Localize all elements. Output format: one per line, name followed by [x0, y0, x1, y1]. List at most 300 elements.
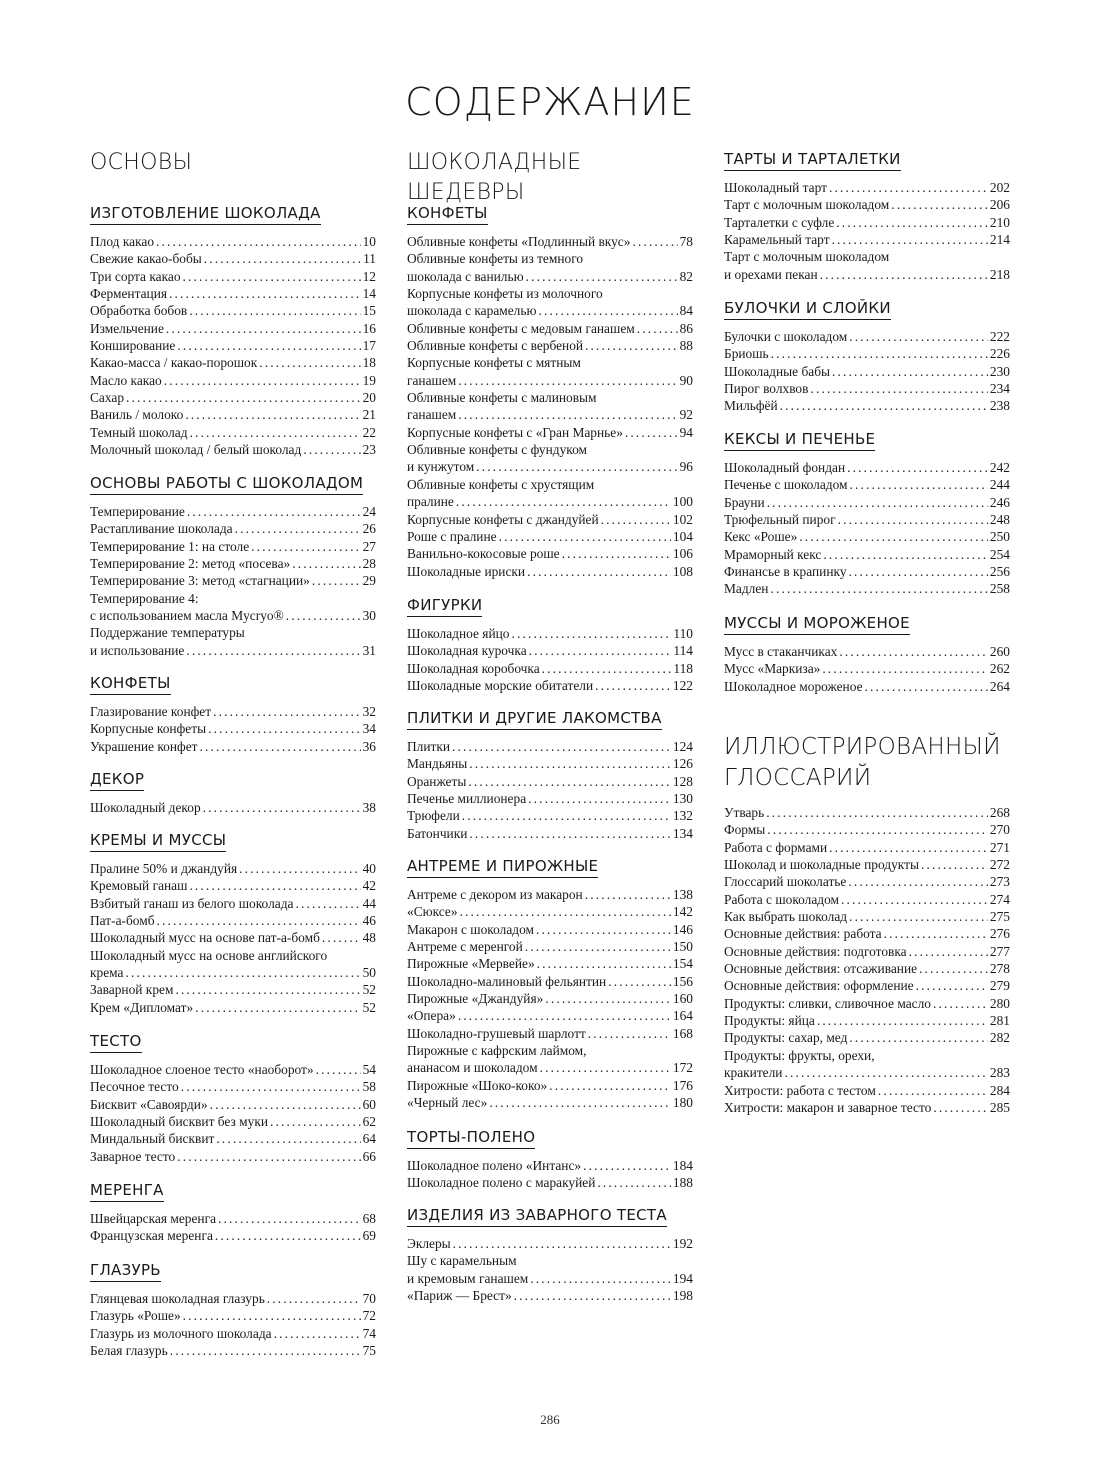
toc-entry-line — [407, 660, 693, 677]
toc-entry — [724, 248, 1010, 283]
dot-leader — [891, 196, 988, 213]
toc-entry-line — [90, 1342, 376, 1359]
toc-entry-list — [90, 233, 376, 458]
dot-leader — [632, 233, 677, 250]
toc-entry-line — [407, 790, 693, 807]
toc-entry-lead: Обливные конфеты с хрустящим — [407, 476, 595, 492]
page-number: 286 — [540, 1412, 560, 1427]
toc-entry — [407, 790, 693, 807]
toc-entry-title: и кунжутом — [407, 459, 475, 475]
toc-section — [90, 1261, 376, 1359]
toc-page-number: 273 — [989, 874, 1010, 890]
toc-entry — [407, 1157, 693, 1174]
toc-entry-title: Корпусные конфеты — [90, 721, 207, 737]
toc-page-number: 276 — [989, 926, 1010, 942]
dot-leader — [316, 1061, 361, 1078]
toc-entry-title: Украшение конфет — [90, 738, 198, 754]
toc-entry-line — [407, 1157, 693, 1174]
toc-entry-title: Работа с формами — [724, 839, 828, 855]
toc-entry-line — [90, 372, 376, 389]
toc-entry-title: и использование — [90, 642, 185, 658]
part-title: ИЛЛЮСТРИРОВАННЫЙ ГЛОССАРИЙ — [724, 734, 1001, 791]
dot-leader — [849, 908, 988, 925]
toc-page-number: 92 — [679, 407, 693, 423]
toc-entry-line — [90, 555, 376, 572]
toc-entry-title: Пралине 50% и джандуйя — [90, 861, 238, 876]
toc-page-number: 142 — [672, 904, 693, 920]
toc-page-number: 278 — [989, 961, 1010, 977]
toc-entry-list — [90, 503, 376, 659]
toc-page-number: 281 — [989, 1013, 1010, 1029]
toc-entry-title: Основные действия: оформление — [724, 978, 914, 994]
toc-page-number: 68 — [362, 1211, 376, 1226]
toc-page-number: 244 — [989, 477, 1010, 493]
toc-entry-title: Плод какао — [90, 234, 155, 249]
toc-entry-line — [90, 1113, 376, 1130]
toc-page-number: 126 — [672, 756, 693, 772]
toc-entry-title: Свежие какао-бобы — [90, 251, 202, 267]
toc-entry-title: Корпусные конфеты с «Гран Марнье» — [407, 424, 623, 440]
dot-leader — [460, 903, 671, 920]
toc-entry-title: Пирожные «Шоко-коко» — [407, 1077, 548, 1093]
toc-entry — [407, 921, 693, 938]
dot-leader — [458, 1007, 671, 1024]
toc-entry-title: Песочное тесто — [90, 1079, 179, 1095]
toc-page-number: 180 — [672, 1095, 693, 1111]
dot-leader — [322, 929, 361, 946]
toc-entry — [724, 908, 1010, 925]
dot-leader — [538, 302, 677, 319]
toc-page-number: 260 — [989, 644, 1010, 659]
toc-entry-title: Французская меренга — [90, 1228, 213, 1244]
toc-entry-list — [724, 179, 1010, 283]
toc-entry-title: Печенье с шоколадом — [724, 477, 848, 493]
toc-entry-title: Продукты: сливки, сливочное масло — [724, 995, 931, 1011]
toc-entry — [407, 233, 693, 250]
toc-entry-title: Бриошь — [724, 346, 769, 362]
toc-entry-title: Как выбрать шоколад — [724, 909, 848, 925]
dot-leader — [514, 1287, 671, 1304]
toc-page-number: 238 — [989, 398, 1010, 414]
toc-page-number: 283 — [989, 1065, 1010, 1081]
toc-page-number: 110 — [673, 626, 693, 641]
toc-entry-list — [90, 1210, 376, 1245]
toc-entry — [724, 328, 1010, 345]
toc-page-number: 118 — [673, 660, 693, 676]
toc-entry — [724, 1047, 1010, 1082]
toc-entry-title: Масло какао — [90, 372, 162, 388]
toc-entry — [407, 354, 693, 389]
section-heading: КОНФЕТЫ — [407, 204, 488, 225]
dot-leader — [177, 1148, 360, 1165]
toc-page-number: 28 — [362, 556, 376, 572]
toc-entry-title: Мандьяны — [407, 756, 468, 772]
toc-page-number: 96 — [679, 459, 693, 475]
dot-leader — [189, 877, 360, 894]
toc-entry-line — [90, 538, 376, 555]
toc-entry-title: Шоколадно-грушевый шарлотт — [407, 1025, 586, 1041]
toc-entry-line — [724, 397, 1010, 414]
toc-entry-line — [407, 825, 693, 842]
toc-entry-line — [724, 563, 1010, 580]
dot-leader — [469, 755, 671, 772]
toc-entry-title: Глоссарий шоколатье — [724, 874, 847, 890]
toc-entry — [724, 580, 1010, 597]
dot-leader — [458, 372, 677, 389]
dot-leader — [540, 1059, 671, 1076]
toc-entry-line — [90, 1148, 376, 1165]
toc-page-number: 15 — [362, 303, 376, 319]
toc-section — [407, 1128, 693, 1192]
toc-entry — [407, 955, 693, 972]
toc-entry-line — [90, 268, 376, 285]
toc-page-number: 74 — [362, 1325, 376, 1341]
toc-entry-title: Карамельный тарт — [724, 232, 830, 248]
toc-page-number: 277 — [989, 943, 1010, 959]
toc-entry-line — [407, 372, 693, 389]
toc-entry-line — [724, 345, 1010, 362]
toc-entry-line — [724, 459, 1010, 476]
toc-entry — [724, 380, 1010, 397]
toc-entry-line — [90, 1325, 376, 1342]
dot-leader — [848, 873, 988, 890]
toc-page-number: 20 — [362, 390, 376, 406]
dot-leader — [156, 233, 361, 250]
toc-page-number: 246 — [989, 494, 1010, 510]
dot-leader — [865, 678, 988, 695]
toc-page-number: 234 — [989, 381, 1010, 397]
dot-leader — [303, 441, 360, 458]
dot-leader — [562, 545, 671, 562]
toc-entry-title: кракители — [724, 1065, 783, 1081]
toc-entry — [724, 660, 1010, 677]
toc-entry-line — [724, 266, 1010, 283]
toc-page-number: 11 — [363, 251, 376, 267]
toc-entry — [90, 1342, 376, 1359]
dot-leader — [823, 546, 988, 563]
toc-entry — [90, 302, 376, 319]
toc-entry-title: Обливные конфеты с вербеной — [407, 338, 584, 354]
toc-entry — [407, 755, 693, 772]
toc-section — [724, 430, 1010, 598]
toc-page-number: 194 — [672, 1270, 693, 1286]
toc-page-number: 78 — [679, 234, 693, 249]
toc-entry-title: Батончики — [407, 825, 468, 841]
toc-entry-line — [724, 476, 1010, 493]
dot-leader — [453, 1235, 671, 1252]
toc-entry-title: Крем «Дипломат» — [90, 999, 194, 1015]
dot-leader — [210, 1096, 361, 1113]
toc-entry-line — [407, 938, 693, 955]
toc-entry-title: Эклеры — [407, 1236, 451, 1251]
toc-entry — [724, 839, 1010, 856]
toc-page-number: 160 — [672, 991, 693, 1007]
toc-entry-title: ганашем — [407, 372, 457, 388]
dot-leader — [530, 1270, 671, 1287]
toc-page-number: 62 — [362, 1114, 376, 1130]
toc-entry-list — [90, 1061, 376, 1165]
toc-entry-line — [90, 389, 376, 406]
dot-leader — [933, 995, 988, 1012]
toc-page-number: 30 — [362, 608, 376, 624]
toc-entry — [724, 231, 1010, 248]
toc-entry-line — [90, 1078, 376, 1095]
toc-entry-title: Печенье миллионера — [407, 791, 527, 807]
toc-entry-title: пралине — [407, 494, 454, 510]
toc-entry-line — [90, 250, 376, 267]
toc-entry-title: Трюфели — [407, 808, 460, 824]
toc-page-number: 274 — [989, 891, 1010, 907]
toc-entry-title: Пирожные «Мервейе» — [407, 956, 535, 972]
toc-entry-title: Измельчение — [90, 320, 164, 336]
toc-section — [90, 770, 376, 816]
toc-entry — [724, 943, 1010, 960]
toc-entry-title: Продукты: сахар, мед — [724, 1030, 848, 1046]
toc-entry-title: Шоколадные ириски — [407, 563, 526, 579]
toc-page-number: 19 — [362, 372, 376, 388]
toc-entry-line — [407, 755, 693, 772]
toc-page-number: 60 — [362, 1096, 376, 1112]
toc-section — [724, 614, 1010, 695]
toc-page-number: 88 — [679, 338, 693, 354]
toc-entry-title: Шоколад и шоколадные продукты — [724, 857, 919, 873]
toc-entry-line — [724, 943, 1010, 960]
toc-entry-title: Растапливание шоколада — [90, 521, 233, 537]
toc-page-number: 94 — [679, 424, 693, 440]
toc-entry-title: Брауни — [724, 494, 765, 510]
toc-entry-title: Антреме с меренгой — [407, 939, 523, 955]
toc-entry-line — [407, 642, 693, 659]
toc-entry-title: Антреме с декором из макарон — [407, 887, 583, 902]
toc-entry — [90, 320, 376, 337]
toc-entry-line — [90, 302, 376, 319]
toc-entry-lead: Шу с карамельным — [407, 1253, 517, 1269]
toc-entry-title: Шоколадный фондан — [724, 460, 846, 475]
toc-page-number: 75 — [362, 1343, 376, 1359]
dot-leader — [637, 320, 678, 337]
section-heading: ТАРТЫ И ТАРТАЛЕТКИ — [724, 150, 901, 171]
toc-entry-line — [90, 981, 376, 998]
toc-entry-title: Темперирование 1: на столе — [90, 538, 250, 554]
toc-entry — [407, 476, 693, 511]
toc-entry-line — [90, 285, 376, 302]
toc-entry-line — [724, 960, 1010, 977]
toc-section — [90, 204, 376, 458]
toc-page-number: 29 — [362, 573, 376, 589]
toc-entry — [724, 363, 1010, 380]
dot-leader — [499, 528, 671, 545]
dot-leader — [839, 643, 988, 660]
toc-page-number: 271 — [989, 839, 1010, 855]
toc-page-number: 32 — [362, 704, 376, 719]
toc-entry-line — [407, 973, 693, 990]
toc-page-number: 50 — [362, 965, 376, 981]
toc-entry-title: Обработка бобов — [90, 303, 188, 319]
dot-leader — [838, 511, 988, 528]
toc-entry-title: Кекс «Роше» — [724, 529, 798, 545]
toc-entry-line — [407, 424, 693, 441]
toc-entry-title: Шоколадное яйцо — [407, 626, 510, 641]
dot-leader — [274, 1325, 361, 1342]
toc-page-number: 156 — [672, 973, 693, 989]
toc-entry-title: Какао-масса / какао-порошок — [90, 355, 258, 371]
toc-page-number: 168 — [672, 1025, 693, 1041]
toc-page-number: 192 — [672, 1236, 693, 1251]
toc-page-number: 242 — [989, 460, 1010, 475]
toc-entry-line — [724, 977, 1010, 994]
dot-leader — [588, 1025, 671, 1042]
toc-entry — [724, 528, 1010, 545]
dot-leader — [933, 1099, 988, 1116]
toc-entry — [90, 285, 376, 302]
dot-leader — [489, 1094, 671, 1111]
toc-entry-title: Ваниль / молоко — [90, 407, 184, 423]
toc-entry-line — [90, 738, 376, 755]
toc-entry — [724, 179, 1010, 196]
toc-page-number: 23 — [362, 442, 376, 458]
toc-entry-title: и орехами пекан — [724, 266, 818, 282]
toc-entry — [407, 1287, 693, 1304]
toc-entry — [724, 856, 1010, 873]
toc-entry-title: Корпусные конфеты с джандуйей — [407, 511, 599, 527]
toc-entry — [90, 538, 376, 555]
toc-section — [407, 1206, 693, 1304]
toc-page-number: 280 — [989, 995, 1010, 1011]
toc-entry — [724, 977, 1010, 994]
toc-entry-line — [90, 1290, 376, 1307]
dot-leader — [170, 1342, 361, 1359]
toc-page-number: 54 — [362, 1062, 376, 1077]
toc-entry-list — [724, 643, 1010, 695]
toc-entry-line — [90, 503, 376, 520]
toc-page-number: 52 — [362, 982, 376, 998]
dot-leader — [468, 773, 671, 790]
toc-entry — [90, 1148, 376, 1165]
toc-entry-line — [407, 990, 693, 1007]
dot-leader — [215, 1227, 361, 1244]
toc-page-number: 22 — [362, 424, 376, 440]
section-heading: МЕРЕНГА — [90, 1181, 164, 1202]
toc-entry — [90, 1078, 376, 1095]
toc-entry-line — [407, 677, 693, 694]
dot-leader — [259, 354, 360, 371]
toc-entry-title: Продукты: яйца — [724, 1013, 815, 1029]
section-heading: ОСНОВЫ РАБОТЫ С ШОКОЛАДОМ — [90, 474, 363, 495]
toc-entry — [407, 441, 693, 476]
toc-entry-line — [90, 424, 376, 441]
toc-entry-title: Темперирование 3: метод «стагнации» — [90, 573, 310, 589]
dot-leader — [771, 345, 988, 362]
toc-page-number: 18 — [362, 355, 376, 371]
section-heading: МУССЫ И МОРОЖЕНОЕ — [724, 614, 910, 635]
toc-entry — [724, 1012, 1010, 1029]
toc-entry-title: Финансье в крапинку — [724, 564, 847, 580]
toc-page-number: 48 — [362, 930, 376, 946]
dot-leader — [916, 977, 988, 994]
toc-entry — [90, 590, 376, 625]
toc-entry-title: Шоколадный тарт — [724, 180, 827, 195]
toc-section — [90, 831, 376, 1016]
dot-leader — [847, 459, 988, 476]
part-title: ШОКОЛАДНЫЕ ШЕДЕВРЫ — [407, 150, 582, 205]
dot-leader — [166, 320, 361, 337]
toc-page-number: 108 — [672, 563, 693, 579]
toc-entry-lead: Обливные конфеты с фундуком — [407, 442, 588, 458]
toc-page-number: 146 — [672, 921, 693, 937]
dot-leader — [817, 1012, 988, 1029]
dot-leader — [829, 839, 988, 856]
toc-entry-line — [90, 642, 376, 659]
toc-entry — [407, 1025, 693, 1042]
toc-entry — [407, 337, 693, 354]
toc-entry-title: Мусс «Маркиза» — [724, 661, 821, 677]
dot-leader — [476, 458, 677, 475]
dot-leader — [216, 1130, 360, 1147]
toc-page-number: 176 — [672, 1077, 693, 1093]
toc-entry — [90, 1113, 376, 1130]
toc-page-number: 188 — [672, 1175, 693, 1191]
toc-entry — [724, 1099, 1010, 1116]
toc-entry-title: Основные действия: работа — [724, 926, 882, 942]
toc-entry-line — [724, 995, 1010, 1012]
toc-entry — [407, 1252, 693, 1287]
toc-entry-title: Шоколадный бисквит без муки — [90, 1114, 269, 1130]
dot-leader — [836, 214, 988, 231]
toc-page-number: 14 — [362, 286, 376, 302]
toc-entry-list — [724, 804, 1010, 1116]
dot-leader — [526, 268, 678, 285]
toc-entry-list — [724, 328, 1010, 415]
toc-entry — [724, 804, 1010, 821]
toc-page-number: 210 — [989, 214, 1010, 230]
toc-entry-title: Шоколадное мороженое — [724, 678, 863, 694]
toc-entry-title: «Черный лес» — [407, 1095, 488, 1111]
toc-entry-line — [724, 873, 1010, 890]
toc-page-number: 82 — [679, 268, 693, 284]
toc-page-number: 122 — [672, 678, 693, 694]
toc-section — [90, 1181, 376, 1245]
toc-entry — [724, 196, 1010, 213]
toc-entry-title: Формы — [724, 822, 766, 838]
toc-section — [724, 299, 1010, 415]
toc-page-number: 285 — [989, 1099, 1010, 1115]
toc-entry-line — [90, 320, 376, 337]
toc-entry-line — [724, 546, 1010, 563]
dot-leader — [583, 1157, 671, 1174]
section-heading: ИЗДЕЛИЯ ИЗ ЗАВАРНОГО ТЕСТА — [407, 1206, 667, 1227]
dot-leader — [218, 1210, 361, 1227]
toc-page-number: 154 — [672, 956, 693, 972]
toc-entry-title: Шоколадные бабы — [724, 363, 831, 379]
toc-entry — [407, 528, 693, 545]
dot-leader — [528, 790, 671, 807]
toc-entry-line — [90, 354, 376, 371]
toc-page-number: 134 — [672, 825, 693, 841]
toc-entry-list — [407, 625, 693, 694]
section-heading: ДЕКОР — [90, 770, 144, 791]
toc-entry-title: Темный шоколад — [90, 424, 188, 440]
toc-entry-line — [90, 1307, 376, 1324]
toc-entry-title: Пат-а-бомб — [90, 913, 155, 929]
dot-leader — [190, 424, 361, 441]
toc-page-number: 268 — [989, 805, 1010, 820]
toc-section — [407, 596, 693, 694]
toc-entry-list — [407, 1235, 693, 1304]
toc-entry-title: Основные действия: подготовка — [724, 943, 907, 959]
toc-entry-lead: Тарт с молочным шоколадом — [724, 249, 890, 265]
toc-entry-list — [407, 738, 693, 842]
toc-entry — [407, 424, 693, 441]
